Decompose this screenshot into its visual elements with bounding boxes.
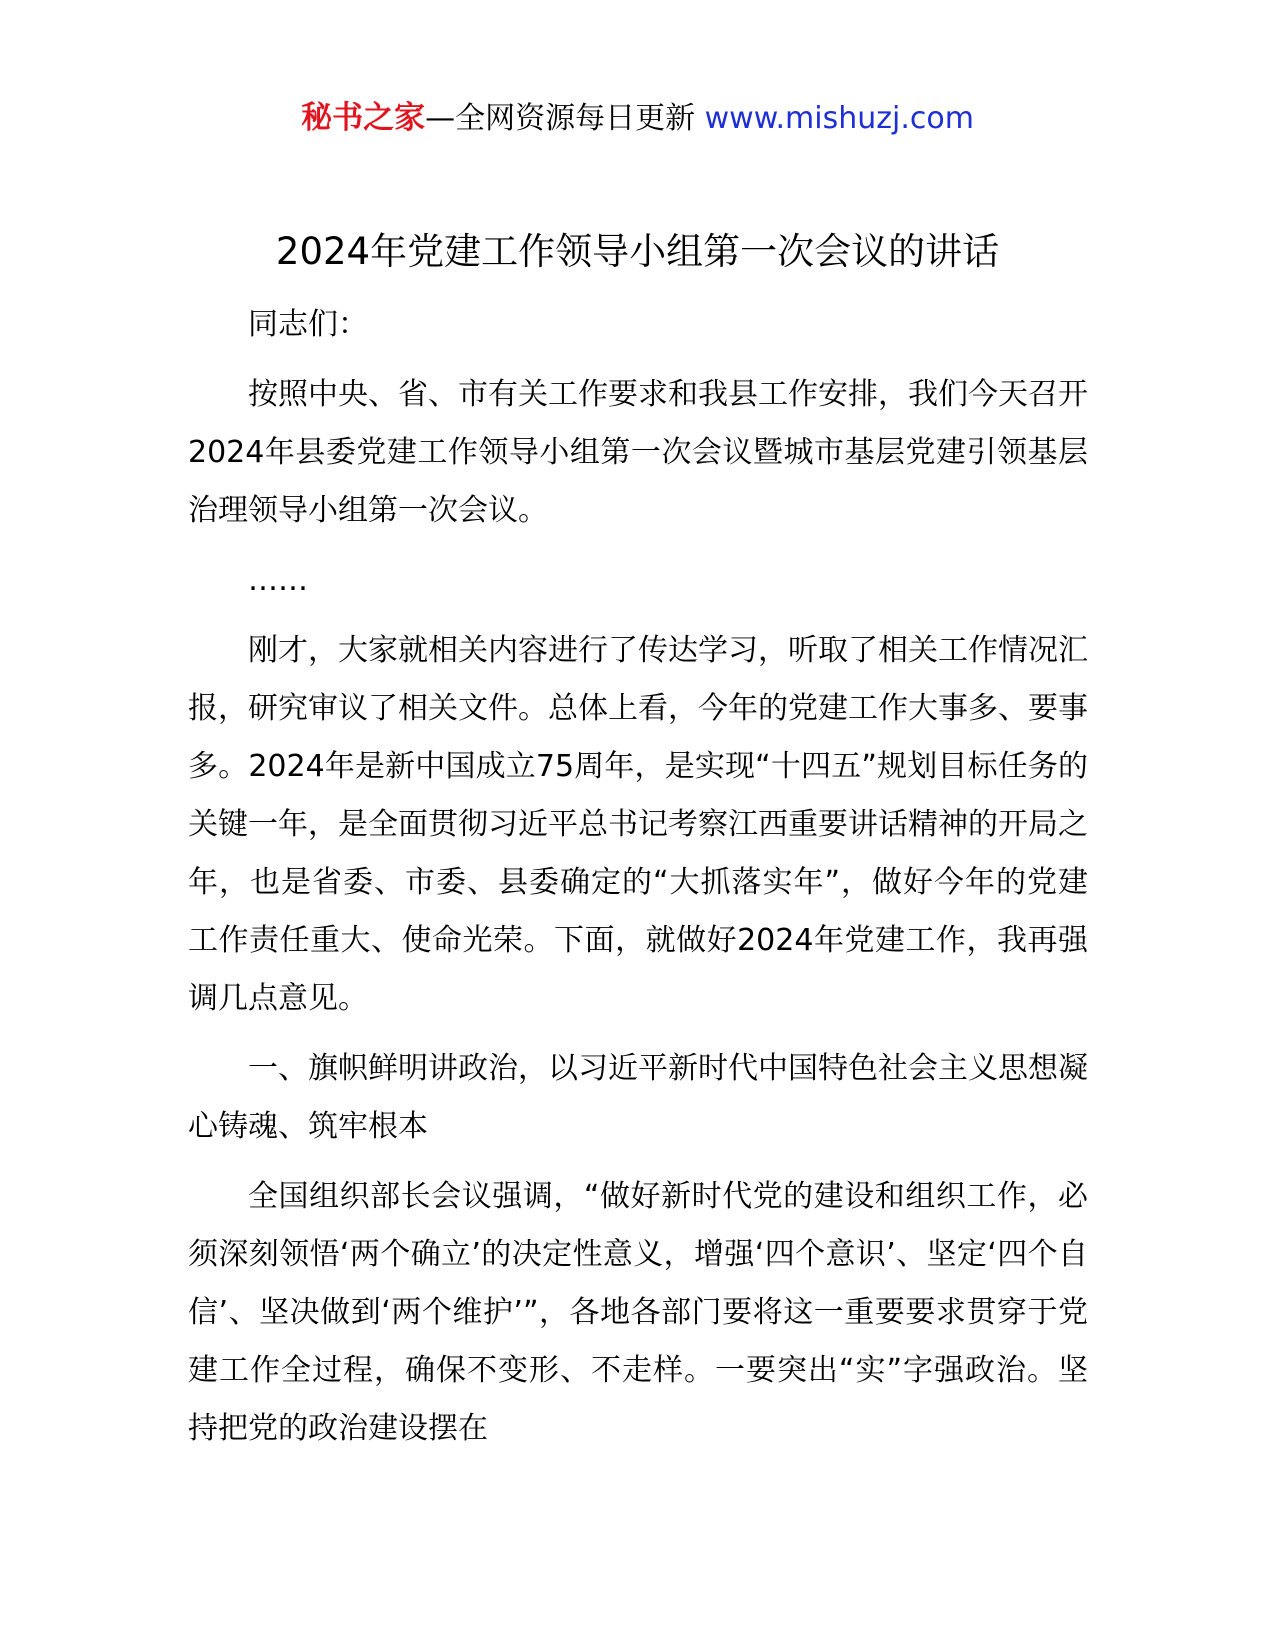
paragraph: 全国组织部长会议强调，“做好新时代党的建设和组织工作，必须深刻领悟‘两个确立’的决定性意义，增强‘四个意识’、坚定‘四个自信’、坚决做到‘两个维护’”，各地各部门要将这一重要要求贯穿于党建工作全过程，确保不变形、不走样。一要突出“实”字强政治。坚持把党的政治建设摆在 <box>188 1179 1088 1446</box>
paragraph: 刚才，大家就相关内容进行了传达学习，听取了相关工作情况汇报，研究审议了相关文件。总体上看，今年的党建工作大事多、要事多。2024年是新中国成立75周年，是实现“十四五”规划目标任务的关键一年，是全面贯彻习近平总书记考察江西重要讲话精神的开局之年，也是省委、市委、县委确定的“大抓落实年”，做好今年的党建工作责任重大、使命光荣。下面，就做好2024年党建工作，我再强调几点意见。 <box>188 633 1088 1016</box>
salutation: 同志们： <box>248 307 368 342</box>
section-heading: 一、旗帜鲜明讲政治，以习近平新时代中国特色社会主义思想凝心铸魂、筑牢根本 <box>188 1051 1088 1144</box>
site-header <box>0 96 1275 141</box>
paragraph: 按照中央、省、市有关工作要求和我县工作安排，我们今天召开2024年县委党建工作领导小组第一次会议暨城市基层党建引领基层治理领导小组第一次会议。 <box>188 377 1088 528</box>
document-body <box>188 296 1088 1470</box>
site-slogan: —全网资源每日更新 <box>425 101 705 136</box>
site-url-link[interactable]: www.mishuzj.com <box>704 101 974 136</box>
ellipsis-paragraph: …… <box>248 563 308 598</box>
site-brand: 秘书之家 <box>301 100 426 136</box>
document-title: 2024年党建工作领导小组第一次会议的讲话 <box>275 230 1000 273</box>
